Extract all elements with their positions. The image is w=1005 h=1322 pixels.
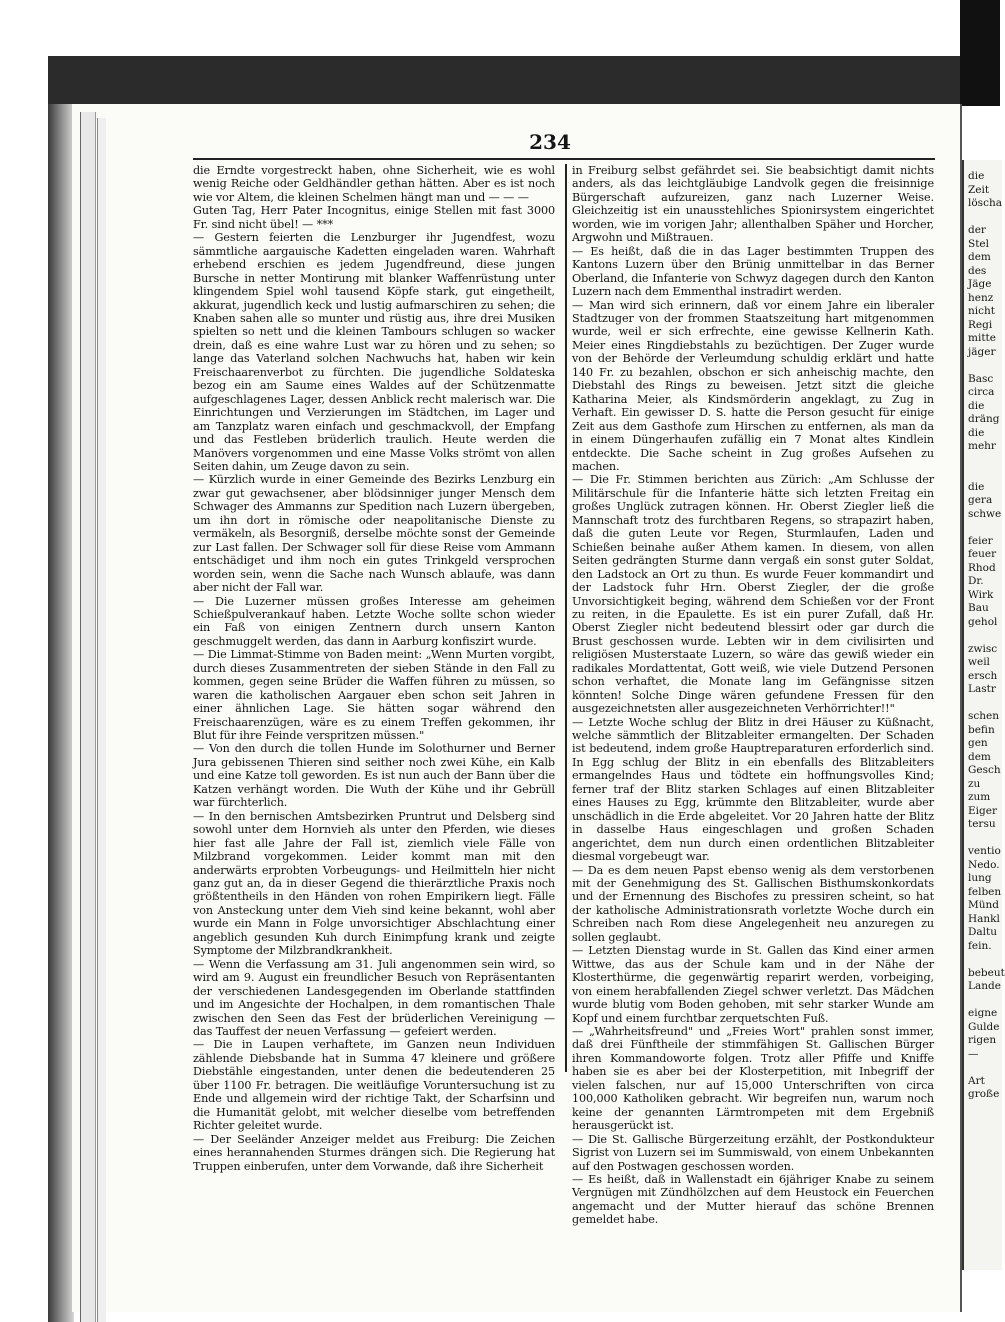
- article-paragraph: — In den bernischen Amtsbezirken Pruntrut und Delsberg sind sowohl unter dem Hornvieh als unter den Pferden, wie dieses hier fast alle Jahre der Fall ist, ziemlich viele Fälle von Milzbrand vorgekommen. Leider kommt man mit den anderwärts erprobten Vorbeugungs- und Heilmitteln hier nicht ganz gut an, da in dieser Gegend die thierärztliche Praxis noch größtentheils in den Händen von rohen Empirikern liegt. Fälle von Ansteckung unter dem Vieh sind keine bekannt, wohl aber wurde ein Mann in Folge unvorsichtiger Abschlachtung einer angeblich gesunden Kuh durch Einimpfung krank und zeigte Symptome der Milzbrandkrankheit.: [193, 809, 555, 958]
- next-page-fragment: weil: [968, 656, 990, 668]
- next-page-fragment: [968, 467, 1002, 481]
- next-page-fragment: dem: [968, 750, 991, 763]
- next-page-fragment: Zeit: [968, 183, 990, 196]
- next-page-fragment: gen: [968, 737, 988, 749]
- next-page-fragment: rigen: [968, 1034, 997, 1046]
- article-paragraph: — Die in Laupen verhaftete, im Ganzen neun Individuen zählende Diebsbande hat in Summa 47 kleinere und größere Diebstähle eingestanden, unter denen die bedeutenderen 25 über 1100 Fr. betragen. Die weitläufige Voruntersuchung ist zu Ende und allgemein wird der richtige Takt, der Scharfsinn und die Humanität gelobt, mit welcher dieselbe vom betreffenden Richter geleitet wurde.: [193, 1038, 555, 1133]
- next-page-fragment: [968, 629, 1002, 643]
- article-paragraph: — Der Seeländer Anzeiger meldet aus Freiburg: Die Zeichen eines herannahenden Sturmes drängen sich. Die Regierung hat Truppen einberufen, unter dem Vorwande, daß ihre Sicherheit: [193, 1132, 555, 1173]
- next-page-fragment: bebeut: [968, 966, 1005, 979]
- next-page-fragment: fein.: [968, 939, 992, 952]
- page-number: 234: [529, 130, 571, 154]
- next-page-fragment: eigne: [968, 1007, 998, 1019]
- article-paragraph: — Es heißt, daß in Wallenstadt ein 6jähriger Knabe zu seinem Vergnügen mit Zündhölzchen auf dem Heustock ein Feuerchen angemacht und der Mutter hierauf das schöne Brennen gemeldet habe.: [572, 1172, 934, 1227]
- page-edge: [80, 112, 96, 1322]
- next-page-fragment: [968, 454, 1002, 468]
- next-page-fragment: Basc: [968, 372, 994, 385]
- right-column: [572, 164, 934, 1227]
- next-page-fragment: Nedo.: [968, 858, 1000, 871]
- article-paragraph: — Die St. Gallische Bürgerzeitung erzählt, der Postkondukteur Sigrist von Luzern sei im Summiswald, von einem Unbekannten auf den Postwagen geschossen worden.: [572, 1132, 934, 1173]
- next-page-fragment: [968, 697, 1002, 711]
- next-page-fragment: die: [968, 170, 985, 182]
- next-page-fragment: circa: [968, 386, 995, 398]
- next-page-fragment: Lande: [968, 980, 1001, 992]
- article-paragraph: — Letzten Dienstag wurde in St. Gallen das Kind einer armen Wittwe, das aus der Schule kam und in der Nähe der Klosterthürme, die gegenwärtig reparirt werden, vorbeiging, von einem herabfallenden Ziegel schwer verletzt. Das Mädchen wurde blutig vom Boden gehoben, mit sehr starker Wunde am Kopf und einem furchtbar zerquetschten Fuß.: [572, 944, 934, 1025]
- next-page-fragment: jäger: [968, 345, 996, 358]
- article-paragraph: Guten Tag, Herr Pater Incognitus, einige Stellen mit fast 3000 Fr. sind nicht übel! — ***: [193, 204, 555, 231]
- article-paragraph: — Die Fr. Stimmen berichten aus Zürich: „Am Schlusse der Militärschule für die Infanterie hätte sich letzten Freitag ein großes Unglück zutragen können. Hr. Oberst Ziegler ließ die Mannschaft trotz des furchtbaren Regens, so strapazirt haben, daß die guten Leute vor Regen, Sturmlaufen, Laden und Schießen beinahe außer Athem kamen. In diesem, von allen Seiten gedrängten Sturme dann vergaß ein sonst guter Soldat, den Ladstock an Ort zu thun. Es wurde Feuer kommandirt und der Ladstock fuhr Hrn. Oberst Ziegler, der die große Unvorsichtigkeit beging, während dem Schießen vor der Front zu reiten, in die Epaulette. Es ist ein purer Zufall, daß Hr. Oberst Ziegler nicht bedeutend blessirt oder gar durch die Brust geschossen wurde. Lebten wir in dem civilisirten und religiösen Musterstaate Luzern, so wäre das gewiß wieder ein radikales Mordattentat, Gott weiß, wie viele Dutzend Personen schon verhaftet, die Monate lang im Gefängnisse sitzen könnten! Solche Dinge wären gefundene Fressen für den ausgezeichnetsten aller ausgezeichneten Verhörrichter!!": [572, 473, 934, 716]
- next-page-fragment: schwe: [968, 507, 1002, 520]
- article-paragraph: — Es heißt, daß die in das Lager bestimmten Truppen des Kantons Luzern über den Brünig unmittelbar in das Berner Oberland, die Infanterie von Schwyz dagegen durch den Kanton Luzern nach dem Emmenthal instradirt werden.: [572, 244, 934, 299]
- article-paragraph: in Freiburg selbst gefährdet sei. Sie beabsichtigt damit nichts anders, als das leichtgläubige Landvolk gegen die freisinnige Bürgerschaft aufzureizen, ganz nach Luzerner Weise. Gleichzeitig ist ein unausstehliches Spionirsystem eingerichtet worden, wie im vorigen Jahr; allenthalben Späher und Horcher, Argwohn und Mißtrauen.: [572, 164, 934, 245]
- header-rule: [193, 158, 935, 160]
- next-page-fragment: feuer: [968, 548, 997, 560]
- column-divider: [565, 164, 567, 1072]
- next-page-fragment: felben: [968, 885, 1002, 898]
- next-page-fragment: [968, 521, 1002, 535]
- next-page-fragment: zu: [968, 777, 981, 790]
- next-page-fragment: ersch: [968, 669, 998, 682]
- next-page-fragment: Regi: [968, 318, 993, 331]
- scan-dark-corner: [960, 0, 1000, 106]
- next-page-fragment: [968, 359, 1002, 373]
- next-page-fragment: [968, 211, 1002, 225]
- next-page-fragment: Wirk: [968, 588, 994, 601]
- next-page-fragment: dem: [968, 251, 991, 263]
- next-page-fragment: zum: [968, 791, 991, 803]
- next-page-fragment: [968, 953, 1002, 967]
- next-page-fragment: Rhod: [968, 561, 996, 574]
- article-paragraph: — Von den durch die tollen Hunde im Solothurner und Berner Jura gebissenen Thieren sind seither noch zwei Kühe, ein Kalb und eine Katze toll geworden. Es ist nun auch der Bann über die Katzen verhängt worden. Die Wuth der Kühe und ihr Gebrüll war fürchterlich.: [193, 742, 555, 810]
- next-page-fragment: Eiger: [968, 804, 997, 817]
- next-page-fragment: gera: [968, 494, 993, 506]
- left-column: [193, 164, 555, 1173]
- article-paragraph: die Erndte vorgestreckt haben, ohne Sicherheit, wie es wohl wenig Reiche oder Geldhändler gethan hätten. Aber es ist noch wie vor Altem, die kleinen Schelmen hängt man und — — —: [193, 164, 555, 204]
- next-page-fragment: befin: [968, 723, 995, 736]
- next-page-fragment: henz: [968, 291, 994, 304]
- next-page-fragment: die: [968, 426, 985, 439]
- next-page-fragment: mehr: [968, 440, 996, 452]
- next-page-fragment: des: [968, 264, 987, 277]
- article-paragraph: — Da es dem neuen Papst ebenso wenig als dem verstorbenen mit der Genehmigung des St. Gallischen Bisthumskonkordats und der Ernennung des Bischofes zu pressiren scheint, so hat der katholische Administrationsrath vorletzte Woche durch ein Schreiben nach Rom diese Angelegenheit neu anzuregen zu sollen geglaubt.: [572, 863, 934, 944]
- next-page-fragment: gehol: [968, 615, 998, 628]
- next-page-fragment: mitte: [968, 332, 996, 344]
- next-page-fragment: schen: [968, 710, 1000, 722]
- next-page-fragment: lung: [968, 872, 992, 884]
- binding-shadow: [48, 104, 74, 1322]
- article-paragraph: — Gestern feierten die Lenzburger ihr Jugendfest, wozu sämmtliche aargauische Kadetten eingeladen waren. Wahrhaft erhebend erschien es jedem Jugendfreund, diese jungen Bursche in netter Montirung mit blanker Waffenrüstung unter klingendem Spiel wohl tausend Köpfe stark, gut eingetheilt, akkurat, jugendlich keck und lustig aufmarschiren zu sehen; die Knaben sahen alle so munter und rüstig aus, ihre drei Musiken spielten so nett und die kleinen Tambours schlugen so wacker drein, daß es eine wahre Lust war zu hören und zu sehen; so lange das Vaterland solchen Nachwuchs hat, haben wir kein Freischaarenverbot zu fürchten. Die jugendliche Soldateska bezog ein am Saume eines Waldes auf der Schützenmatte aufgeschlagenes Lager, dessen Anblick recht malerisch war. Die Einrichtungen und Verzierungen im Städtchen, im Lager und am Tanzplatz waren einfach und geschmackvoll, der Empfang und das Festleben brüderlich traulich. Heute werden die Manövers vorgenommen und eine Masse Volks strömt von allen Seiten dahin, um Zeuge davon zu sein.: [193, 231, 555, 473]
- next-page-fragment: nicht: [968, 305, 995, 317]
- scan-dark-band: [48, 56, 1000, 106]
- next-page-fragments: [968, 170, 1005, 1102]
- next-page-fragment: dräng: [968, 413, 1000, 425]
- next-page-fragment: Bau: [968, 602, 989, 614]
- next-page-fragment: [968, 832, 1002, 846]
- next-page-fragment: ventio: [968, 845, 1001, 857]
- next-page-fragment: der: [968, 224, 986, 236]
- next-page-fragment: Hankl: [968, 912, 1000, 925]
- article-paragraph: — Die Luzerner müssen großes Interesse am geheimen Schießpulverankauf haben. Letzte Woche sollte schon wieder ein Faß von einigen Zentnern durch unsern Kanton geschmuggelt werden, das dann in Aarburg konfiszirt wurde.: [193, 594, 555, 648]
- next-page-fragment: löscha: [968, 197, 1002, 209]
- next-page-fragment: Gesch: [968, 764, 1001, 776]
- next-page-fragment: Art: [968, 1074, 985, 1087]
- next-page-fragment: tersu: [968, 818, 996, 830]
- article-paragraph: — Man wird sich erinnern, daß vor einem Jahre ein liberaler Stadtzuger von der frommen Staatszeitung hart mitgenommen wurde, weil er sich erfrechte, eine gewisse Kellnerin Kath. Meier eines Ringdiebstahls zu bezüchtigen. Der Zuger wurde von der Behörde der Verleumdung schuldig erklärt und hatte 140 Fr. zu bezahlen, obschon er sich anheischig machte, den Diebstahl des Rings zu beweisen. Jetzt sitzt die gleiche Katharina Meier, als Kindsmörderin angeklagt, zu Zug in Verhaft. Ein gewisser D. S. hatte die Person gesucht für einige Zeit aus dem Gasthofe zum Hirschen zu entfernen, als man da in einem Düngerhaufen zufällig ein 7 Monat altes Kindlein entdeckte. Die Sache scheint in Zug großes Aufsehen zu machen.: [572, 298, 934, 473]
- next-page-strip: [962, 160, 1005, 1270]
- next-page-fragment: zwisc: [968, 642, 998, 655]
- next-page-fragment: die: [968, 399, 985, 412]
- next-page-fragment: [968, 994, 1002, 1008]
- next-page-fragment: [968, 1061, 1002, 1075]
- next-page-fragment: Münd: [968, 899, 999, 911]
- article-paragraph: — Die Limmat-Stimme von Baden meint: „Wenn Murten vorgibt, durch dieses Zusammentreten der sieben Stände in den Fall zu kommen, gegen seine Brüder die Waffen führen zu müssen, so waren die katholischen Aargauer eben schon seit Jahren in einer ähnlichen Lage. Sie hätten sogar während den Freischaarenzügen, wäre es zu einem Treffen gekommen, ihr Blut für ihre Feinde verspritzen müssen.": [193, 648, 555, 743]
- next-page-fragment: Lastr: [968, 683, 996, 695]
- next-page-fragment: Jäge: [968, 278, 992, 290]
- article-paragraph: — „Wahrheitsfreund" und „Freies Wort" prahlen sonst immer, daß drei Fünftheile der stimmfähigen St. Gallischen Bürger ihren Kommandoworte folgen. Trotz aller Pfiffe und Kniffe haben sie es aber bei der Klosterpetition, mit Inbegriff der vielen falschen, nur auf 15,000 Unterschriften von circa 100,000 Katholiken gebracht. Wir begreifen nun, warum noch keine der genannten Lärmtrompeten mit dem Ergebniß herausgerückt ist.: [572, 1025, 934, 1133]
- next-page-fragment: die: [968, 480, 985, 493]
- article-paragraph: — Wenn die Verfassung am 31. Juli angenommen sein wird, so wird am 9. August ein freundlicher Besuch von Repräsentanten der verschiedenen Landesgegenden im Oberlande stattfinden und im Angesichte der Hochalpen, in dem romantischen Thale zwischen den Seen das Fest der brüderlichen Vereinigung — das Tauffest der neuen Verfassung — gefeiert werden.: [193, 957, 555, 1038]
- next-page-fragment: Gulde: [968, 1020, 1000, 1033]
- next-page-fragment: Dr.: [968, 575, 984, 587]
- next-page-fragment: feier: [968, 534, 993, 547]
- page-edge-inner: [97, 118, 106, 1322]
- next-page-fragment: Stel: [968, 237, 989, 250]
- article-paragraph: — Kürzlich wurde in einer Gemeinde des Bezirks Lenzburg ein zwar gut gewachsener, aber blödsinniger junger Mensch dem Schwager des Ammanns zur Spedition nach Luzern übergeben, um ihn dort in römische oder neapolitanische Dienste zu vermäkeln, als Besorgniß, derselbe möchte sonst der Gemeinde zur Last fallen. Der Schwager soll für diese Reise vom Ammann entschädiget und ihm noch ein gutes Trinkgeld versprochen worden sein, wenn die Sache nach Wunsch ablaufe, was dann aber nicht der Fall war.: [193, 473, 555, 595]
- article-paragraph: — Letzte Woche schlug der Blitz in drei Häuser zu Küßnacht, welche sämmtlich der Blitzableiter ermangelten. Der Schaden ist bedeutend, indem große Hauptreparaturen erforderlich sind. In Egg schlug der Blitz in ein ebenfalls des Blitzableiters ermangelndes Haus und tödtete ein hoffnungsvolles Kind; ferner traf der Blitz starken Schlages auf einen Blitzableiter eines Hauses zu Egg, krümmte den Blitzableiter, wurde aber unschädlich in die Erde abgeleitet. Vor 20 Jahren hatte der Blitz in dasselbe Haus eingeschlagen und großen Schaden angerichtet, dem nun durch einen ordentlichen Blitzableiter diesmal vorgebeugt war.: [572, 715, 934, 864]
- next-page-fragment: große: [968, 1088, 1000, 1100]
- next-page-fragment: —: [968, 1047, 979, 1060]
- next-page-fragment: Daltu: [968, 926, 998, 938]
